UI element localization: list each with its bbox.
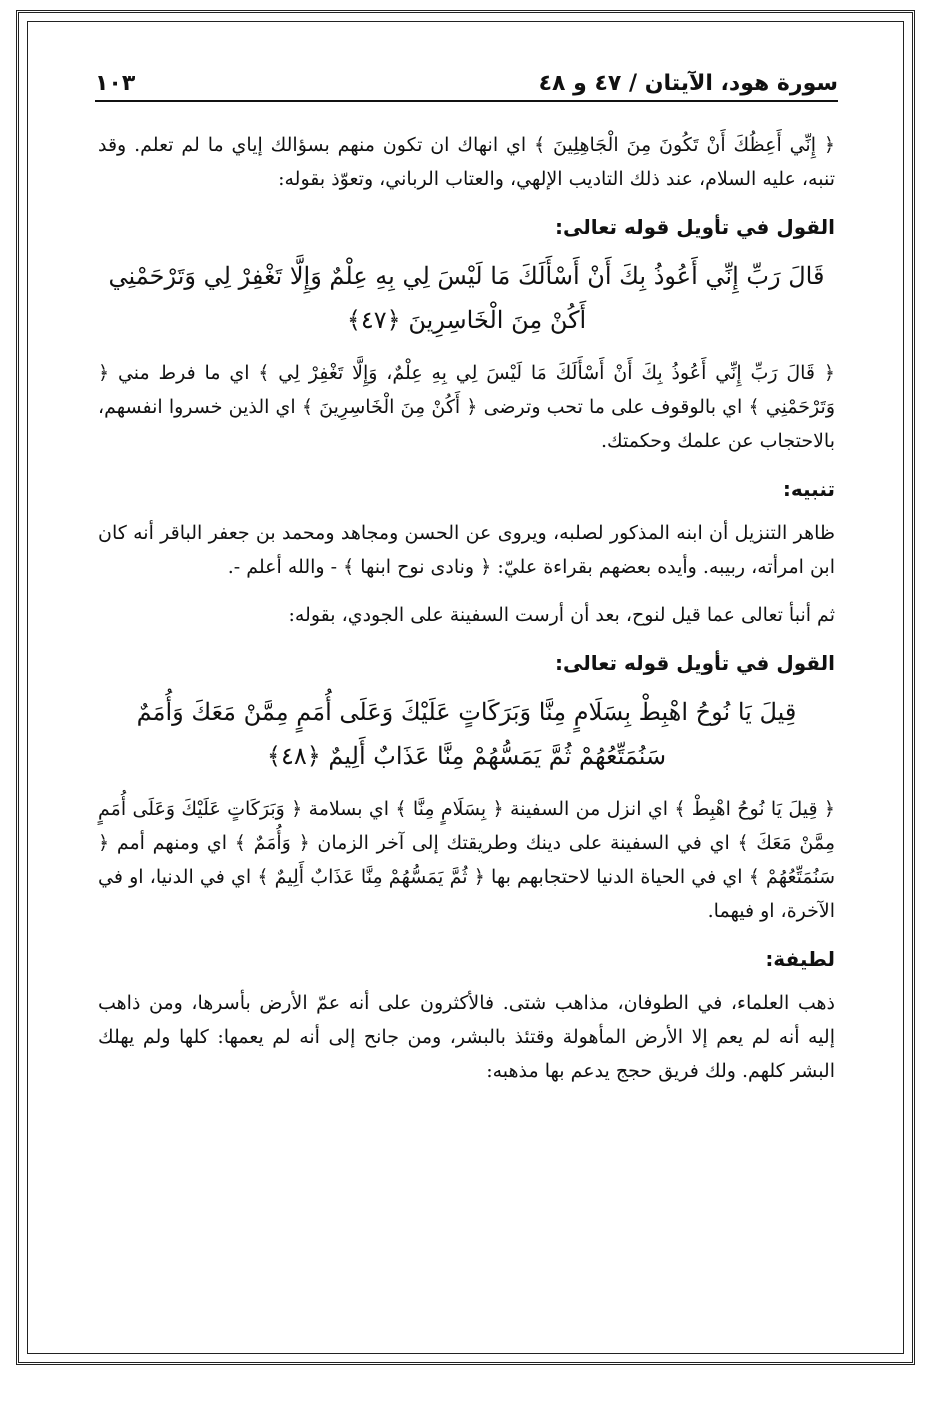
- verse-48-line-1: قِيلَ يَا نُوحُ اهْبِطْ بِسَلَامٍ مِنَّا وَبَرَكَاتٍ عَلَيْكَ وَعَلَى أُمَمٍ مِمَّنْ مَعَكَ وَأُمَمٌ: [136, 698, 797, 726]
- paragraph-transition: ثم أنبأ تعالى عما قيل لنوح، بعد أن أرست السفينة على الجودي، بقوله:: [288, 604, 835, 626]
- page-body: [98, 128, 835, 1102]
- quran-verse-48: [98, 690, 835, 778]
- verse-47-line-2: أَكُنْ مِنَ الْخَاسِرِينَ ﴿٤٧﴾: [346, 306, 587, 334]
- section-heading-verse-47: القول في تأويل قوله تعالى:: [555, 215, 835, 239]
- running-header: [95, 62, 838, 102]
- quran-verse-47: [98, 254, 835, 342]
- paragraph-commentary-46: ﴿ إِنِّي أَعِظُكَ أَنْ تَكُونَ مِنَ الْجَاهِلِينَ ﴾ اي انهاك ان تكون منهم بسؤالك إياي ما لم تعلم. وقد تنبه، عليه السلام، عند ذلك التاديب الإلهي، والعتاب الرباني، وتعوّذ بقوله:: [98, 134, 835, 190]
- paragraph-note: ظاهر التنزيل أن ابنه المذكور لصلبه، ويروى عن الحسن ومجاهد ومحمد بن جعفر الباقر أنه كان ابن امرأته، ربيبه. وأيده بعضهم بقراءة عليّ: ﴿ ونادى نوح ابنها ﴾ - والله أعلم -.: [98, 522, 835, 578]
- section-heading-verse-48: القول في تأويل قوله تعالى:: [555, 651, 835, 675]
- paragraph-commentary-47: ﴿ قَالَ رَبِّ إِنِّي أَعُوذُ بِكَ أَنْ أَسْأَلَكَ مَا لَيْسَ لِي بِهِ عِلْمٌ، وَإِلَّا تَغْفِرْ لِي ﴾ اي ما فرط مني ﴿ وَتَرْحَمْنِي ﴾ اي بالوقوف على ما تحب وترضى ﴿ أَكُنْ مِنَ الْخَاسِرِينَ ﴾ اي الذين خسروا انفسهم، بالاحتجاب عن علمك وحكمتك.: [98, 362, 835, 452]
- header-title: سورة هود، الآيتان / ٤٧ و ٤٨: [538, 71, 838, 96]
- paragraph-flood: ذهب العلماء، في الطوفان، مذاهب شتى. فالأكثرون على أنه عمّ الأرض بأسرها، ومن ذاهب إليه أنه لم يعم إلا الأرض المأهولة وقتئذ بالبشر، ومن جانح إلى أنه لم يعمها: كلها ولم يهلك البشر كلهم. ولك فريق حجج يدعم بها مذهبه:: [98, 992, 835, 1082]
- paragraph-commentary-48: ﴿ قِيلَ يَا نُوحُ اهْبِطْ ﴾ اي انزل من السفينة ﴿ بِسَلَامٍ مِنَّا ﴾ اي بسلامة ﴿ وَبَرَكَاتٍ عَلَيْكَ وَعَلَى أُمَمٍ مِمَّنْ مَعَكَ ﴾ اي في السفينة على دينك وطريقتك إلى آخر الزمان ﴿ وَأُمَمٌ ﴾ اي ومنهم أمم ﴿ سَنُمَتِّعُهُمْ ﴾ اي في الحياة الدنيا لاحتجابهم بها ﴿ ثُمَّ يَمَسُّهُمْ مِنَّا عَذَابٌ أَلِيمٌ ﴾ اي في الدنيا، او في الآخرة، او فيهما.: [98, 798, 835, 922]
- page-number: ١٠٣: [95, 71, 136, 96]
- verse-48-line-2: سَنُمَتِّعُهُمْ ثُمَّ يَمَسُّهُمْ مِنَّا عَذَابٌ أَلِيمٌ ﴿٤٨﴾: [266, 742, 667, 770]
- section-heading-subtlety: لطيفة:: [765, 947, 835, 971]
- section-heading-note: تنبيه:: [782, 477, 835, 501]
- verse-47-line-1: قَالَ رَبِّ إِنِّي أَعُوذُ بِكَ أَنْ أَسْأَلَكَ مَا لَيْسَ لِي بِهِ عِلْمٌ وَإِلَّا تَغْفِرْ لِي وَتَرْحَمْنِي: [108, 262, 825, 290]
